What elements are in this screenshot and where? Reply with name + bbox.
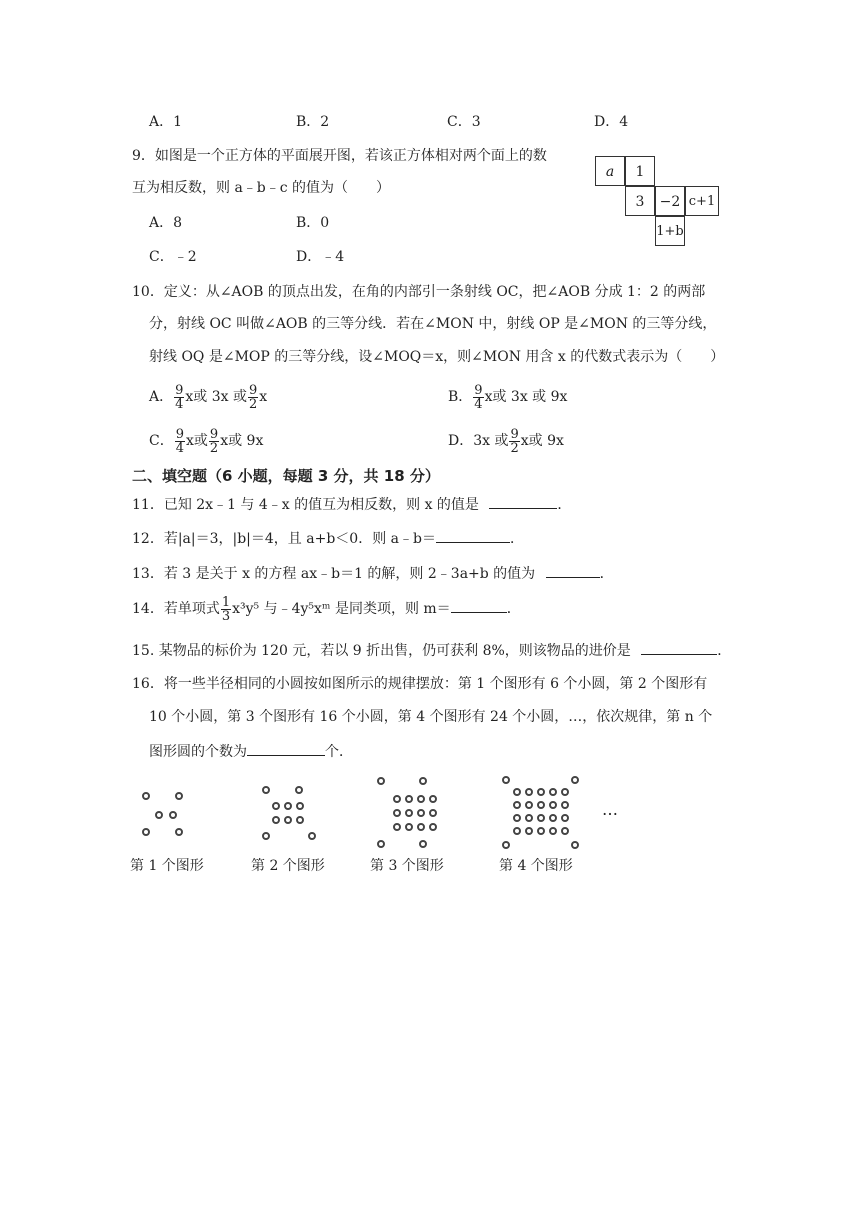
pattern-figure-3 bbox=[378, 778, 436, 847]
q10-line1: 10．定义：从∠AOB 的顶点出发，在角的内部引一条射线 OC，把∠AOB 分成 1：2 的两部 bbox=[132, 284, 706, 300]
pattern-figure-1 bbox=[143, 793, 182, 835]
q10-option-a bbox=[149, 383, 267, 411]
period: ． bbox=[717, 643, 732, 659]
q9-option-c: C．﹣2 bbox=[149, 249, 197, 265]
cube-cell-3: 3 bbox=[625, 186, 655, 216]
q11 bbox=[132, 494, 571, 515]
option-text-end: x bbox=[259, 389, 268, 405]
q16-line1: 16．将一些半径相同的小圆按如图所示的规律摆放：第 1 个图形有 6 个小圆，第 2 个图形有 bbox=[132, 676, 708, 692]
pattern-figure-2 bbox=[263, 787, 315, 839]
q11-text: 11．已知 2x﹣1 与 4﹣x 的值互为相反数，则 x 的值是 bbox=[132, 497, 479, 513]
cube-cell-c-plus-1: c+1 bbox=[685, 186, 719, 216]
q16-line3 bbox=[149, 741, 353, 762]
figure-1-caption: 第 1 个图形 bbox=[130, 858, 204, 874]
q14 bbox=[132, 594, 521, 624]
q12-text: 12．若|a|＝3，|b|＝4，且 a+b＜0．则 a﹣b＝ bbox=[132, 531, 436, 547]
q9-line2: 互为相反数，则 a﹣b﹣c 的值为（ ） bbox=[132, 180, 391, 196]
q16-text-end: 个． bbox=[325, 744, 353, 760]
pattern-ellipsis: … bbox=[602, 800, 618, 819]
option-text: x或 3x 或 bbox=[185, 389, 248, 405]
q8-option-b: B．2 bbox=[296, 114, 330, 130]
cube-cell-neg2: −2 bbox=[655, 186, 685, 216]
q10-option-c bbox=[149, 427, 263, 455]
fraction-9-2: $\frac{9}{2}$ bbox=[510, 426, 519, 456]
cube-cell-1: 1 bbox=[625, 156, 655, 186]
figure-2-caption: 第 2 个图形 bbox=[251, 858, 325, 874]
period: ． bbox=[599, 566, 614, 582]
q8-option-c: C．3 bbox=[447, 114, 481, 130]
fraction-9-4: $\frac{9}{4}$ bbox=[474, 382, 483, 412]
fraction-9-2: $\frac{9}{2}$ bbox=[249, 382, 258, 412]
option-text-end: x或 9x bbox=[220, 433, 264, 449]
q14-text-mid: x³y⁵ 与﹣4y⁵xᵐ 是同类项，则 m＝ bbox=[232, 601, 451, 617]
answer-blank[interactable] bbox=[247, 741, 325, 756]
q15 bbox=[132, 640, 731, 661]
q15-text: 15. 某物品的标价为 120 元，若以 9 折出售，仍可获利 8%，则该物品的进价是 bbox=[132, 643, 631, 659]
period: ． bbox=[506, 601, 521, 617]
q8-option-d: D．4 bbox=[594, 114, 629, 130]
fraction-9-4: $\frac{9}{4}$ bbox=[175, 382, 184, 412]
period: ． bbox=[557, 497, 572, 513]
q13 bbox=[132, 563, 614, 584]
q13-text: 13．若 3 是关于 x 的方程 ax﹣b＝1 的解，则 2﹣3a+b 的值为 bbox=[132, 566, 536, 582]
option-label: B． bbox=[448, 389, 473, 405]
fraction-1-3: $\frac{1}{3}$ bbox=[221, 594, 231, 624]
q9-option-a: A．8 bbox=[149, 215, 183, 231]
q16-line2: 10 个小圆，第 3 个图形有 16 个小圆，第 4 个图形有 24 个小圆，…，依次规律，第 n 个 bbox=[149, 709, 713, 725]
answer-blank[interactable] bbox=[546, 563, 600, 578]
q10-line3: 射线 OQ 是∠MOP 的三等分线，设∠MOQ＝x，则∠MON 用含 x 的代数式表示为（ ） bbox=[149, 349, 725, 365]
fraction-9-2: $\frac{9}{2}$ bbox=[209, 426, 219, 456]
q16-text: 图形圆的个数为 bbox=[149, 744, 247, 760]
cube-cell-a: a bbox=[595, 156, 625, 186]
option-label: C． bbox=[149, 433, 174, 449]
option-label: D．3x 或 bbox=[448, 433, 509, 449]
period: ． bbox=[509, 531, 524, 547]
option-text: x或 9x bbox=[520, 433, 564, 449]
answer-blank[interactable] bbox=[489, 494, 557, 509]
pattern-figure-4 bbox=[503, 777, 578, 848]
answer-blank[interactable] bbox=[641, 640, 717, 655]
q12 bbox=[132, 528, 524, 549]
option-text: x或 3x 或 9x bbox=[484, 389, 568, 405]
figure-4-caption: 第 4 个图形 bbox=[499, 858, 573, 874]
q9-option-d: D．﹣4 bbox=[296, 249, 345, 265]
q8-option-a: A．1 bbox=[149, 114, 183, 130]
fraction-9-4: $\frac{9}{4}$ bbox=[175, 426, 184, 456]
q10-option-b bbox=[448, 383, 567, 411]
section-heading-fill-in: 二、填空题（6 小题，每题 3 分，共 18 分） bbox=[132, 467, 440, 485]
option-label: A． bbox=[149, 389, 174, 405]
circle-pattern-figures bbox=[130, 770, 650, 860]
figure-3-caption: 第 3 个图形 bbox=[370, 858, 444, 874]
q9-line1: 9．如图是一个正方体的平面展开图，若该正方体相对两个面上的数 bbox=[132, 148, 547, 164]
q10-option-d bbox=[448, 427, 564, 455]
answer-blank[interactable] bbox=[436, 528, 510, 543]
q10-line2: 分，射线 OC 叫做∠AOB 的三等分线．若在∠MON 中，射线 OP 是∠MON 的三等分线， bbox=[149, 316, 717, 332]
q14-text-start: 14．若单项式 bbox=[132, 601, 220, 617]
option-text: x或 bbox=[186, 433, 208, 449]
cube-cell-1-plus-b: 1+b bbox=[655, 216, 685, 246]
answer-blank[interactable] bbox=[451, 598, 507, 613]
q9-option-b: B．0 bbox=[296, 215, 330, 231]
